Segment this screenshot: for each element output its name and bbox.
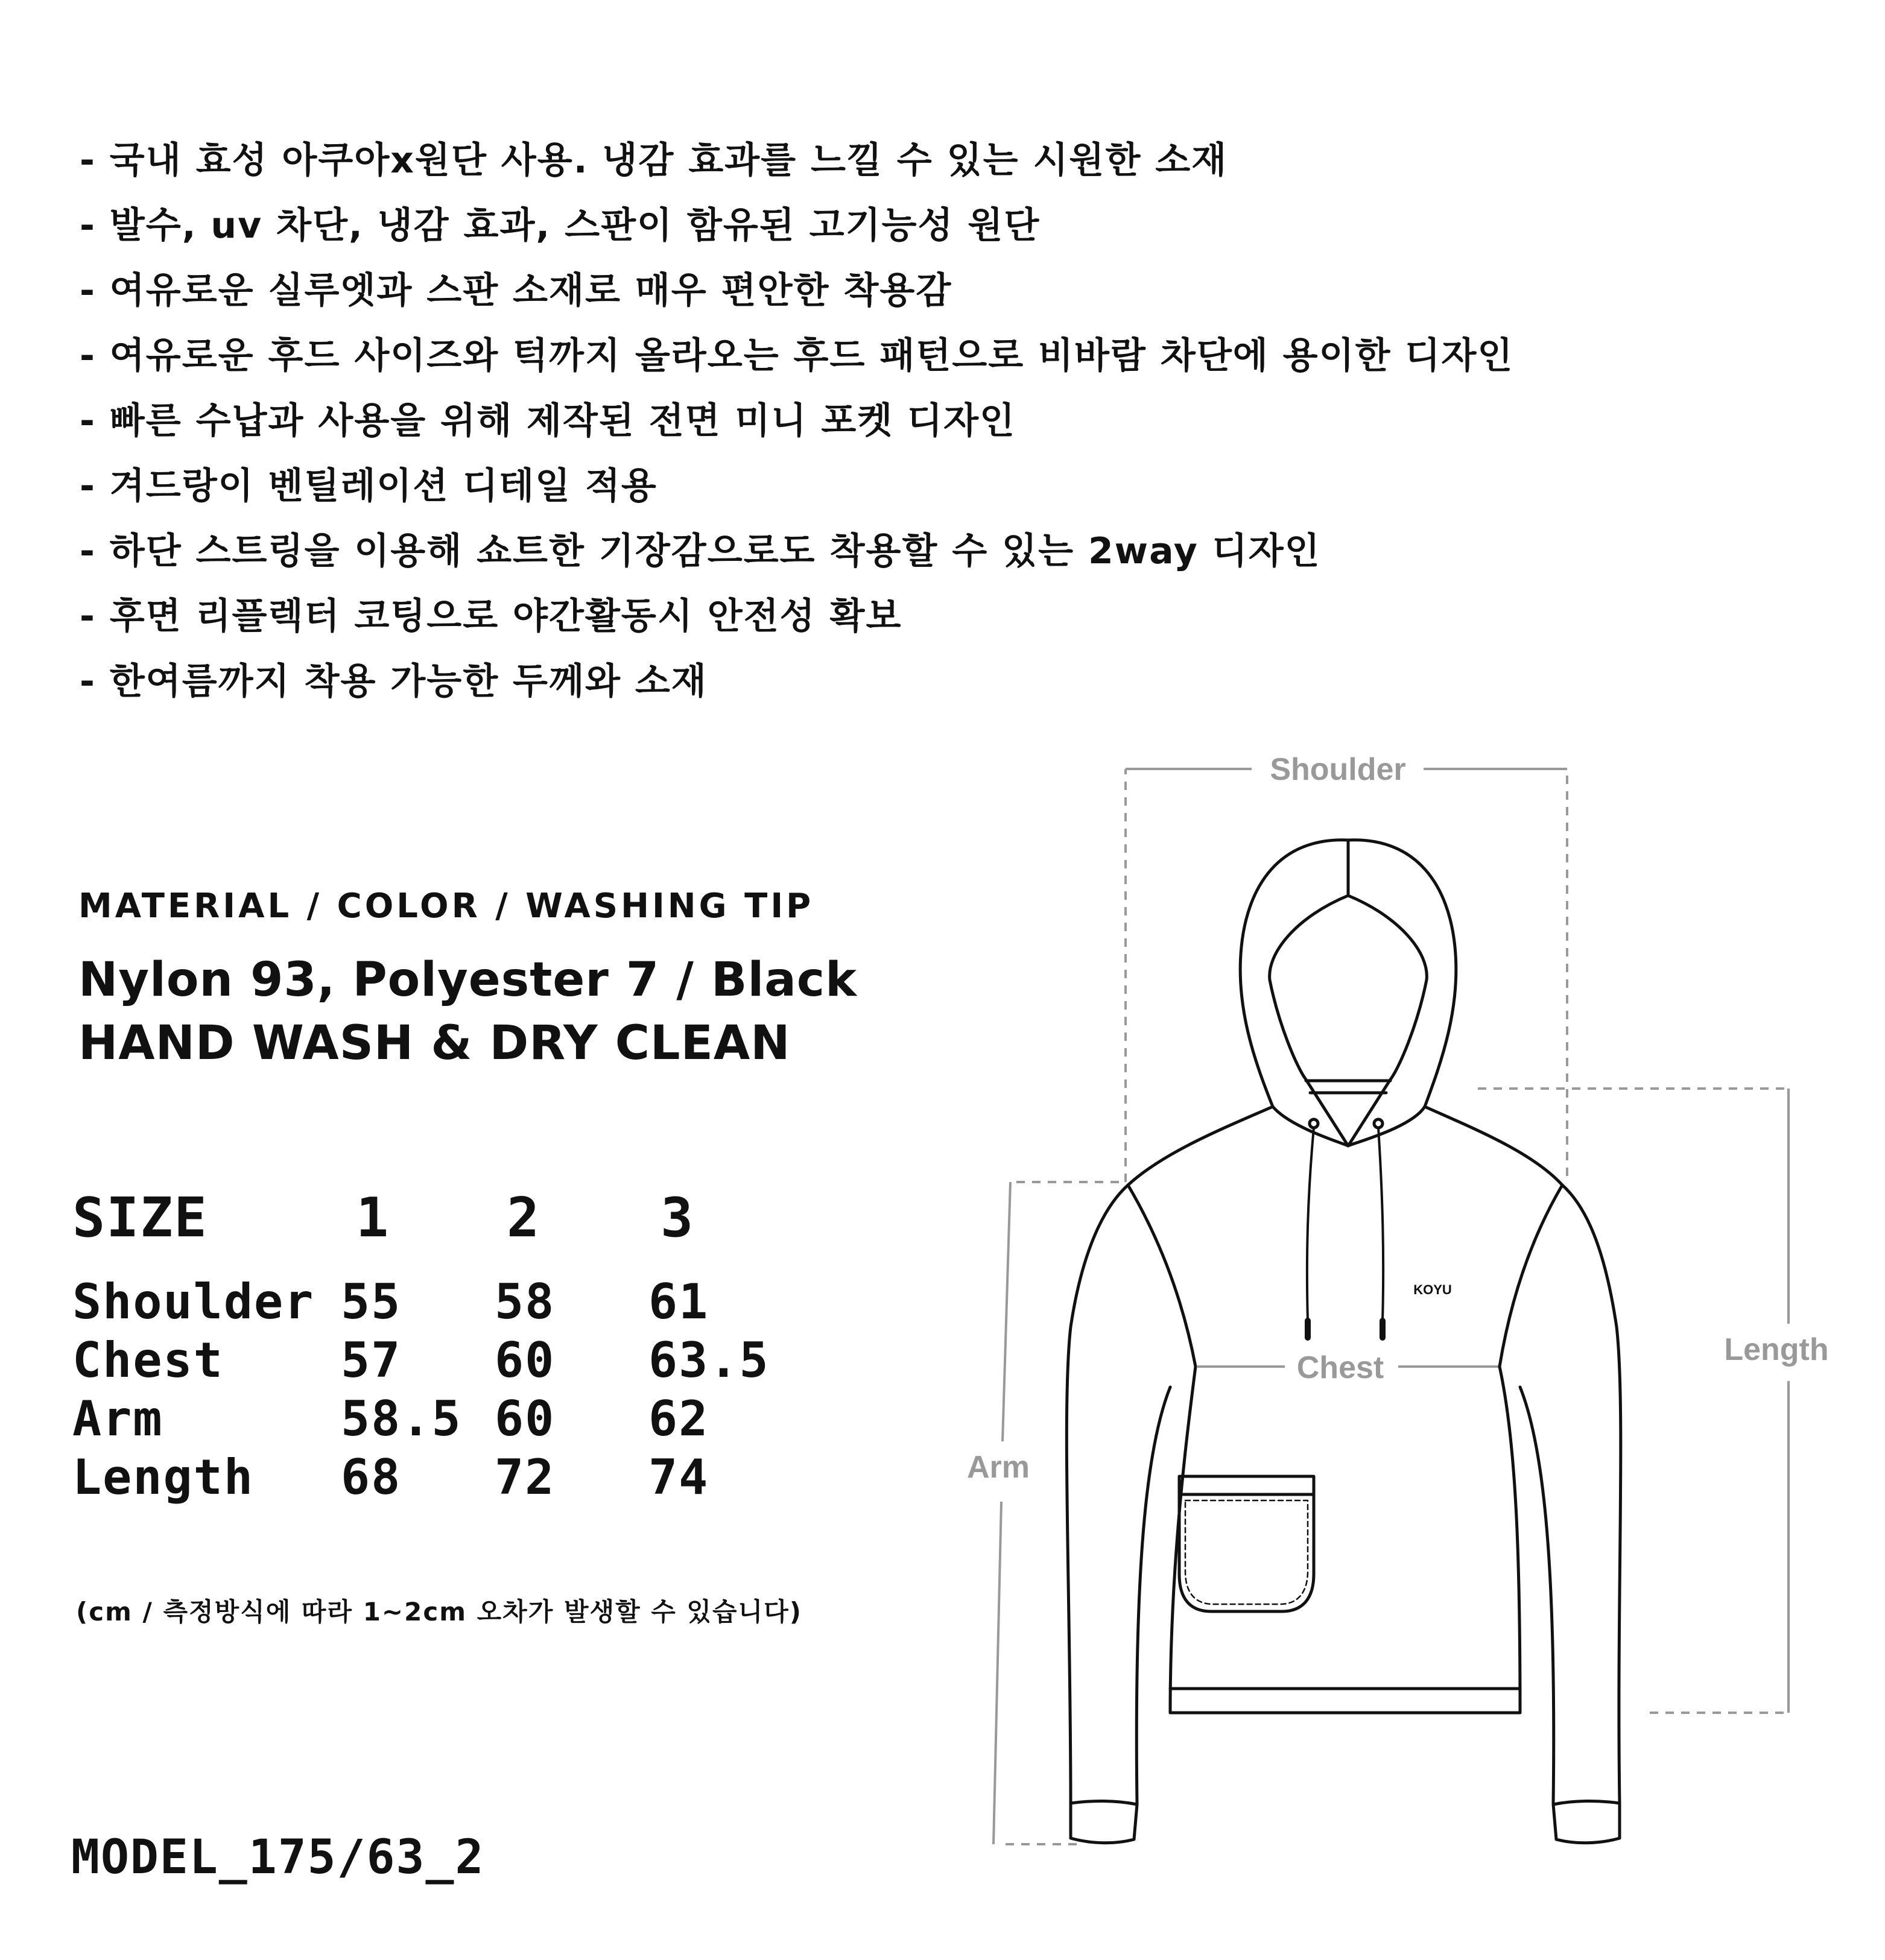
right-eyelet (1374, 1119, 1383, 1128)
pocket-stitch (1185, 1500, 1308, 1604)
feature-list (80, 128, 1513, 714)
size-cell: 74 (648, 1449, 709, 1505)
size-row-label: Length (72, 1449, 254, 1505)
size-cell: 60 (495, 1332, 556, 1388)
feature-item: - 하단 스트링을 이용해 쇼트한 기장감으로도 착용할 수 있는 2way 디자인 (80, 530, 1321, 572)
pocket-outline (1179, 1476, 1314, 1611)
feature-item: - 여유로운 실루엣과 스판 소재로 매우 편안한 착용감 (80, 270, 952, 312)
dimension-lines (993, 769, 1788, 1844)
feature-item: - 한여름까지 착용 가능한 두께와 소재 (80, 660, 708, 703)
shoulder-label: Shoulder (1270, 752, 1406, 787)
feature-item: - 여유로운 후드 사이즈와 턱까지 올라오는 후드 패턴으로 비바람 차단에 용이한 디자인 (80, 335, 1514, 377)
arm-line-top (1003, 1182, 1010, 1441)
size-cell: 68 (341, 1449, 402, 1505)
left-drawstring (1307, 1128, 1314, 1321)
size-cell: 58.5 (341, 1391, 462, 1447)
model-info: MODEL_175/63_2 (71, 1830, 485, 1885)
left-eyelet (1310, 1119, 1318, 1128)
size-cell: 55 (341, 1274, 402, 1330)
size-row-label: Shoulder (72, 1274, 315, 1330)
length-label: Length (1724, 1332, 1829, 1367)
feature-item: - 겨드랑이 벤틸레이션 디테일 적용 (80, 465, 657, 507)
left-inner-sleeve (1136, 1387, 1170, 1804)
size-row-label: Chest (72, 1332, 224, 1388)
feature-item: - 후면 리플렉터 코팅으로 야간활동시 안전성 확보 (80, 595, 902, 637)
material-section-label: MATERIAL / COLOR / WASHING TIP (78, 887, 814, 926)
right-drawstring (1378, 1128, 1383, 1321)
size-header-1: 1 (356, 1186, 390, 1250)
arm-line-bottom (993, 1502, 1001, 1844)
material-composition: Nylon 93, Polyester 7 / Black (78, 953, 857, 1007)
right-inner-sleeve (1520, 1387, 1554, 1804)
feature-item: - 국내 효성 아쿠아x원단 사용. 냉감 효과를 느낄 수 있는 시원한 소재 (80, 139, 1228, 182)
body-right (1425, 1107, 1621, 1836)
size-header-label: SIZE (72, 1186, 208, 1250)
feature-item: - 발수, uv 차단, 냉감 효과, 스판이 함유된 고기능성 원단 (80, 204, 1041, 247)
washing-tip: HAND WASH & DRY CLEAN (78, 1016, 791, 1070)
right-side-seam (1500, 1367, 1520, 1713)
size-header-2: 2 (507, 1186, 541, 1250)
chest-label: Chest (1296, 1350, 1384, 1385)
feature-item: - 빠른 수납과 사용을 위해 제작된 전면 미니 포켓 디자인 (80, 400, 1016, 442)
measurement-note: (cm / 측정방식에 따라 1~2cm 오차가 발생할 수 있습니다) (76, 1597, 802, 1626)
hoodie-diagram (905, 724, 1846, 1870)
size-header-3: 3 (661, 1186, 695, 1250)
size-cell: 62 (648, 1391, 709, 1447)
arm-label: Arm (966, 1450, 1030, 1485)
size-cell: 61 (648, 1274, 709, 1330)
size-cell: 58 (495, 1274, 556, 1330)
koyu-logo-mark: KOYU (1413, 1282, 1452, 1297)
right-raglan-seam (1500, 1185, 1562, 1367)
size-cell: 72 (495, 1449, 556, 1505)
hood-opening (1270, 896, 1427, 1146)
size-row-label: Arm (72, 1391, 163, 1447)
size-cell: 60 (495, 1391, 556, 1447)
left-cuff (1071, 1801, 1137, 1842)
hoodie-flat-sketch-icon (1066, 840, 1621, 1843)
size-cell: 63.5 (648, 1332, 770, 1388)
left-raglan-seam (1128, 1185, 1196, 1367)
right-cuff (1553, 1801, 1620, 1842)
size-cell: 57 (341, 1332, 402, 1388)
body-left (1066, 1107, 1273, 1836)
left-side-seam (1170, 1367, 1196, 1713)
dimension-guides (998, 769, 1788, 1844)
